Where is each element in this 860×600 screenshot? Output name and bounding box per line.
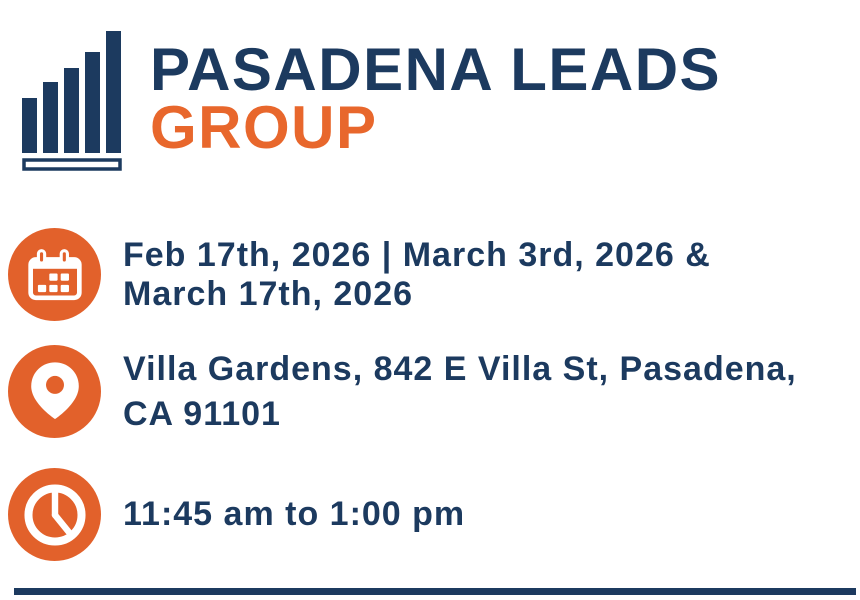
logo-title: PASADENA LEADS	[150, 36, 722, 103]
event-location-line2: CA 91101	[123, 394, 281, 433]
clock-icon-circle	[8, 468, 101, 561]
location-pin-icon	[19, 356, 91, 428]
event-time	[123, 495, 465, 534]
clock-icon	[10, 470, 100, 560]
location-row	[8, 345, 797, 438]
logo-subtitle: GROUP	[150, 94, 378, 161]
calendar-icon-circle	[8, 228, 101, 321]
time-row	[8, 468, 465, 561]
logo	[150, 36, 722, 161]
location-pin-icon-circle	[8, 345, 101, 438]
event-time-line1: 11:45 am to 1:00 pm	[123, 495, 466, 533]
calendar-icon	[26, 246, 84, 304]
dates-row	[8, 228, 711, 321]
event-location-line1: Villa Gardens, 842 E Villa St, Pasadena,	[123, 349, 797, 388]
event-dates	[123, 236, 711, 314]
bar-chart-icon	[21, 30, 123, 177]
bottom-divider	[14, 588, 856, 595]
event-location	[123, 347, 797, 437]
event-dates-line2: March 17th, 2026	[123, 274, 414, 313]
event-dates-line1: Feb 17th, 2026 | March 3rd, 2026 &	[123, 235, 711, 274]
